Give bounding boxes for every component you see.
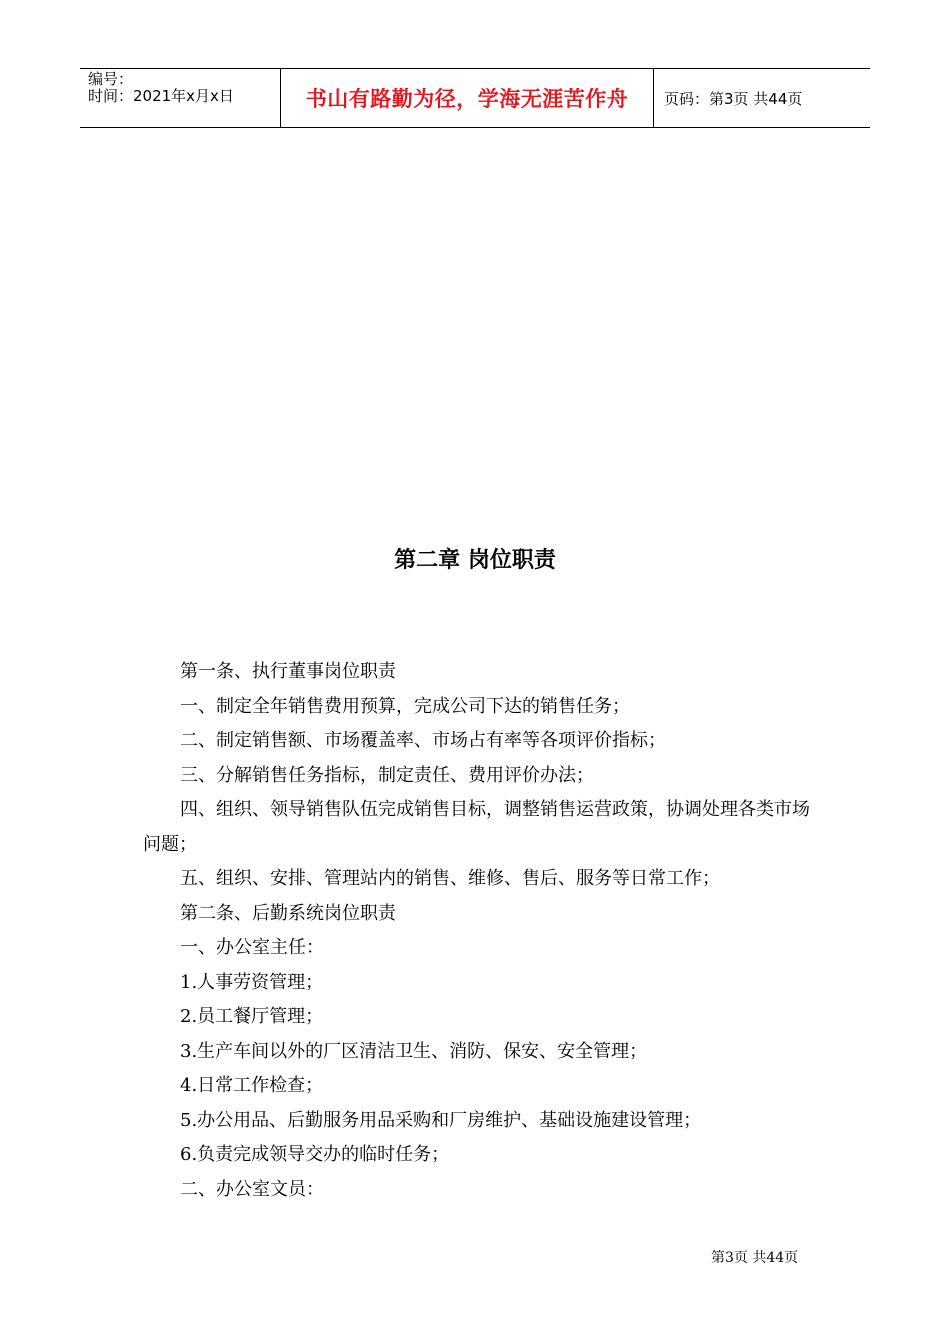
chapter-title: 第二章 岗位职责 [394, 548, 556, 573]
document-body [143, 655, 823, 1207]
paragraph: 五、组织、安排、管理站内的销售、维修、售后、服务等日常工作； [180, 868, 720, 889]
paragraph: 一、办公室主任： [180, 937, 324, 958]
paragraph: 一、制定全年销售费用预算，完成公司下达的销售任务； [180, 695, 630, 717]
paragraph: 三、分解销售任务指标，制定责任、费用评价办法； [180, 764, 594, 786]
paragraph: 3.生产车间以外的厂区清洁卫生、消防、保安、安全管理； [180, 1040, 648, 1062]
paragraph: 第二条、后勤系统岗位职责 [180, 902, 396, 924]
paragraph: 二、办公室文员： [180, 1178, 324, 1200]
header-meta [80, 69, 281, 127]
page-footer: 第3页 共44页 [711, 1250, 799, 1266]
paragraph: 四、组织、领导销售队伍完成销售目标，调整销售运营政策，协调处理各类市场问题； [143, 799, 810, 855]
paragraph: 1.人事劳资管理； [180, 971, 324, 993]
paragraph: 5.办公用品、后勤服务用品采购和厂房维护、基础设施建设管理； [180, 1109, 702, 1131]
header-number-label: 编号： [88, 70, 134, 88]
document-header [80, 68, 870, 128]
header-time-label: 时间：2021年x月x日 [88, 87, 234, 105]
header-page-info: 页码：第3页 共44页 [664, 89, 803, 108]
header-motto: 书山有路勤为径，学海无涯苦作舟 [281, 69, 654, 127]
paragraph: 二、制定销售额、市场覆盖率、市场占有率等各项评价指标； [180, 730, 666, 751]
paragraph: 第一条、执行董事岗位职责 [180, 661, 396, 682]
paragraph: 6.负责完成领导交办的临时任务； [180, 1144, 450, 1165]
paragraph: 4.日常工作检查； [180, 1075, 324, 1096]
paragraph: 2.员工餐厅管理； [180, 1006, 324, 1027]
